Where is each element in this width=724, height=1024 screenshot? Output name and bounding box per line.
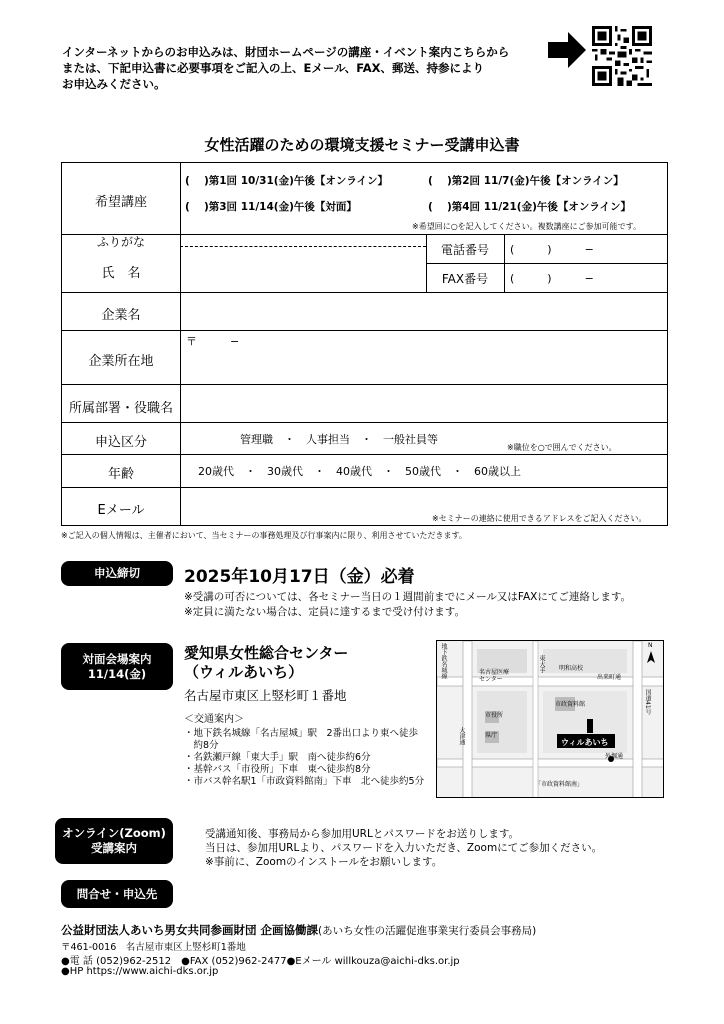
map-label-meiwa: 明和高校 [559,665,584,672]
contact-organization [61,922,536,938]
map-graphic [437,641,664,798]
intro-line-3: お申込みください。 [62,77,166,91]
transit-item-1b: 約8分 [184,740,219,751]
map-label-pref-office: 県庁 [485,732,498,739]
map-label-archives-south: 「市政資料館南」 [535,781,584,788]
map-label-kokudo: 国道41号 [644,689,651,715]
qr-code-icon[interactable] [592,26,652,86]
phone-column-divider [504,234,505,292]
course-option-2[interactable]: ( )第2回 11/7(金)午後【オンライン】 [428,175,624,187]
contact-org-name: 公益財団法人あいち男女共同参画財団 企画協働課 [61,923,319,937]
online-text-3: ※事前に、Zoomのインストールをお願いします。 [205,856,443,868]
online-text-2: 当日は、参加用URLより、パスワードを入力いただき、Zoomにてご参加ください。 [205,842,603,854]
map-north-label: N [648,642,653,649]
online-label-line-2: 受講案内 [91,841,137,855]
course-option-3[interactable]: ( )第3回 11/14(金)午後【対面】 [185,201,357,213]
row-divider [62,454,667,455]
fax-field[interactable]: ( ) − [510,272,594,285]
application-form [61,162,668,526]
map-label-city-hall: 市役所 [485,712,504,719]
contact-address: 〒461-0016 名古屋市東区上竪杉町1番地 [61,942,246,953]
furigana-field[interactable] [181,235,425,245]
transit-item-4: ・市バス幹名駅1「市政資料館南」下車 北へ徒歩約5分 [184,776,425,787]
name-label: 氏 名 [101,266,141,281]
fax-label: FAX番号 [441,272,489,286]
email-note: ※セミナーの連絡に使用できるアドレスをご記入ください。 [432,514,647,523]
row-divider [62,330,667,331]
map-label-demachi: 出来町通 [597,674,622,681]
name-field[interactable] [181,247,425,291]
arrow-right-icon [548,30,588,70]
company-label: 企業名 [101,308,141,323]
venue-label-line-1: 対面会場案内 [82,651,152,666]
email-label: Eメール [97,503,145,518]
map-label-otsudori: 大津通 [458,727,465,745]
deadline-label: 申込締切 [61,561,173,586]
contact-phone-fax-mail: ●電 話 (052)962-2512 ●FAX (052)962-2477●Eメール willkouza@aichi-dks.or.jp [61,956,460,967]
venue-label [61,643,173,690]
course-note: ※希望回に○を記入してください。複数講座にご参加可能です。 [412,222,642,231]
transit-item-3: ・基幹バス「市役所」下車 東へ徒歩約8分 [184,764,371,775]
transit-item-1: ・地下鉄名城線「名古屋城」駅 2番出口より東へ徒歩 [184,728,419,739]
map-label-gaibori: 外堀通 [605,753,624,760]
dept-field[interactable] [181,385,667,421]
age-options[interactable]: 20歳代 ・ 30歳代 ・ 40歳代 ・ 50歳代 ・ 60歳以上 [198,465,521,478]
company-field[interactable] [181,293,667,329]
address-label: 企業所在地 [88,354,154,369]
course-label: 希望講座 [94,195,147,210]
contact-homepage[interactable]: ●HP https://www.aichi-dks.or.jp [61,966,219,977]
category-note: ※職位を○で囲んでください。 [507,443,617,452]
venue-name [184,644,348,682]
phone-field[interactable]: ( ) − [510,243,594,256]
map-label-higashi-ote: 東大手 [538,655,545,673]
map-label-station: 地下鉄名城線 [440,643,447,679]
map-label-destination: ウィルあいち [561,738,609,747]
venue-label-line-2: 11/14(金) [87,666,147,681]
venue-name-line-1: 愛知県女性総合センター [184,644,349,662]
furigana-label: ふりがな [96,235,145,249]
venue-name-line-2: （ウィルあいち） [184,663,304,681]
intro-line-1: インターネットからのお申込みは、財団ホームページの講座・イベント案内こちらから [62,45,510,59]
contact-org-sub: (あいち女性の活躍促進事業実行委員会事務局) [318,925,537,937]
transit-item-2: ・名鉄瀬戸線「東大手」駅 南へ徒歩約6分 [184,752,371,763]
map-label-archives: 市政資料館 [555,701,586,708]
label-column-divider [180,163,181,525]
venue-address: 名古屋市東区上竪杉町１番地 [184,688,347,703]
deadline-note-2: ※定員に満たない場合は、定員に達するまで受け付けます。 [184,606,465,618]
category-options[interactable]: 管理職 ・ 人事担当 ・ 一般社員等 [240,433,438,446]
dept-label: 所属部署・役職名 [68,401,173,416]
intro-text [62,44,542,92]
form-title: 女性活躍のための環境支援セミナー受講申込書 [204,136,520,154]
row-divider [62,422,667,423]
course-option-1[interactable]: ( )第1回 10/31(金)午後【オンライン】 [185,175,389,187]
online-label-line-1: オンライン(Zoom) [62,826,166,840]
online-label [55,818,173,864]
course-option-4[interactable]: ( )第4回 11/21(金)午後【オンライン】 [428,201,632,213]
address-field[interactable]: 〒 − [186,335,240,348]
map-label-hospital: 名古屋医療センター [479,669,510,683]
venue-map [436,640,664,798]
online-text-1: 受講通知後、事務局から参加用URLとパスワードをお送りします。 [205,828,519,840]
row-divider [426,263,667,264]
deadline-date: 2025年10月17日（金）必着 [184,567,415,587]
category-label: 申込区分 [94,435,147,450]
contact-label: 問合せ・申込先 [61,880,173,908]
intro-line-2: または、下記申込書に必要事項をご記入の上、Eメール、FAX、郵送、持参により [62,61,485,75]
email-field[interactable] [181,488,667,510]
transit-title: ＜交通案内＞ [184,714,244,725]
privacy-note: ※ご記入の個人情報は、主催者において、当セミナーの事務処理及び行事案内に限り、利用させていただきます。 [61,531,467,540]
phone-label: 電話番号 [440,243,489,257]
deadline-note-1: ※受講の可否については、各セミナー当日の１週間前までにメール又はFAXにてご連絡します。 [184,591,631,603]
age-label: 年齢 [107,467,134,482]
